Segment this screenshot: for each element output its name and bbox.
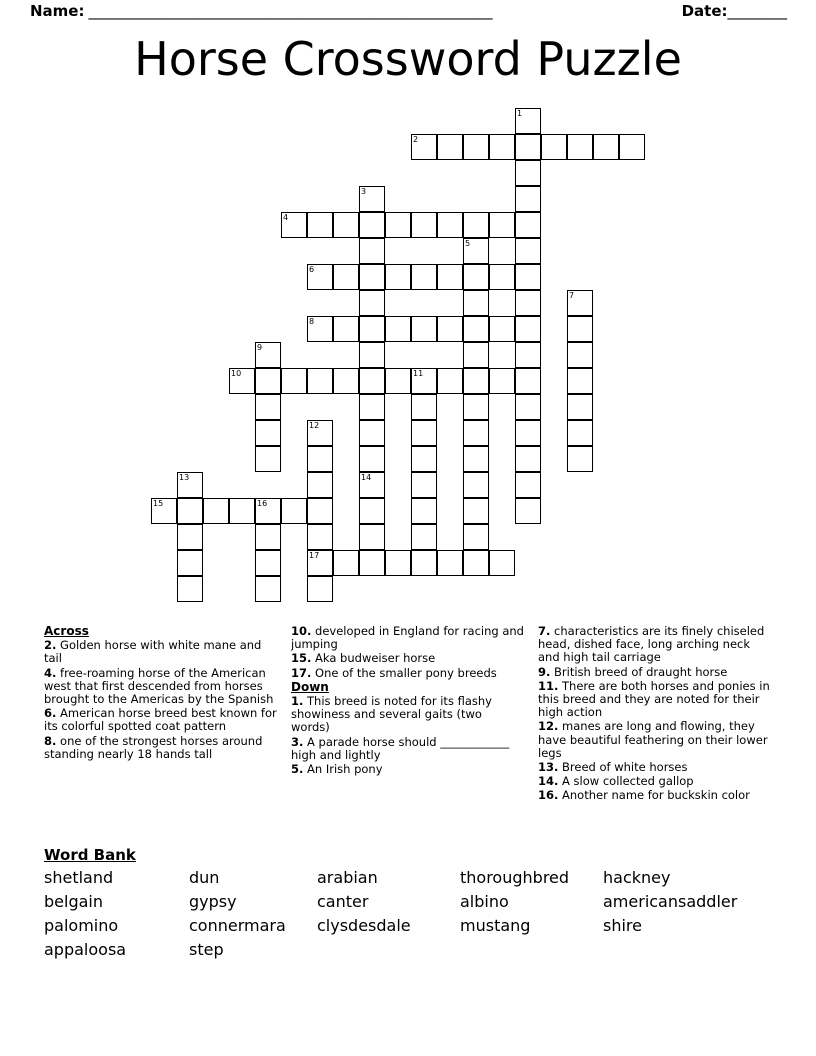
clue-down-1 <box>291 695 524 735</box>
grid-cell[interactable] <box>489 550 515 576</box>
word-bank-item[interactable]: hackney <box>603 868 671 887</box>
grid-cell-number: 4 <box>283 213 289 222</box>
word-bank-item[interactable]: americansaddler <box>603 892 738 911</box>
grid-cell[interactable] <box>515 264 541 290</box>
grid-cell[interactable] <box>515 290 541 316</box>
clue-down-11 <box>538 680 771 720</box>
word-bank-item[interactable]: mustang <box>460 916 531 935</box>
word-bank-item[interactable]: shire <box>603 916 642 935</box>
clue-down-3 <box>291 736 524 762</box>
grid-cell[interactable] <box>411 550 437 576</box>
grid-cell[interactable] <box>515 498 541 524</box>
grid-cell-numbered-14[interactable] <box>359 472 385 498</box>
grid-cell[interactable] <box>515 368 541 394</box>
clue-across-15 <box>291 652 524 665</box>
clue-text: An Irish pony <box>307 762 383 777</box>
grid-cell-numbered-1[interactable] <box>515 108 541 134</box>
grid-cell[interactable] <box>255 576 281 602</box>
clue-number: 15. <box>291 651 312 666</box>
clue-down-5 <box>291 763 524 776</box>
clue-number: 2. <box>44 638 57 653</box>
grid-cell[interactable] <box>359 394 385 420</box>
grid-cell-numbered-5[interactable] <box>463 238 489 264</box>
grid-cell-number: 17 <box>309 551 320 560</box>
grid-cell[interactable] <box>229 498 255 524</box>
grid-cell[interactable] <box>515 134 541 160</box>
clue-number: 8. <box>44 733 57 748</box>
grid-cell[interactable] <box>333 264 359 290</box>
grid-cell[interactable] <box>411 498 437 524</box>
clue-number: 10. <box>291 624 312 638</box>
grid-cell-numbered-12[interactable] <box>307 420 333 446</box>
grid-cell-number: 14 <box>361 473 372 482</box>
grid-cell[interactable] <box>177 576 203 602</box>
grid-cell[interactable] <box>489 316 515 342</box>
word-bank-item[interactable]: albino <box>460 892 509 911</box>
grid-cell-number: 2 <box>413 135 419 144</box>
clue-number: 12. <box>538 719 559 734</box>
grid-cell[interactable] <box>463 394 489 420</box>
grid-cell[interactable] <box>463 316 489 342</box>
grid-cell[interactable] <box>359 550 385 576</box>
grid-cell-numbered-15[interactable] <box>151 498 177 524</box>
grid-cell[interactable] <box>567 134 593 160</box>
clue-text: There are both horses and ponies in this breed and they are noted for their high action <box>538 678 770 720</box>
grid-cell[interactable] <box>307 576 333 602</box>
grid-cell[interactable] <box>385 264 411 290</box>
word-bank-item[interactable]: step <box>189 940 224 959</box>
grid-cell[interactable] <box>255 524 281 550</box>
clue-down-13 <box>538 761 771 774</box>
grid-cell[interactable] <box>489 368 515 394</box>
grid-cell-number: 9 <box>257 343 263 352</box>
clue-number: 7. <box>538 624 551 638</box>
grid-cell-number: 6 <box>309 265 315 274</box>
grid-cell-number: 7 <box>569 291 575 300</box>
grid-cell[interactable] <box>463 134 489 160</box>
grid-cell[interactable] <box>359 524 385 550</box>
clue-text: A slow collected gallop <box>562 774 694 789</box>
grid-cell[interactable] <box>463 212 489 238</box>
grid-cell[interactable] <box>411 316 437 342</box>
grid-cell-number: 11 <box>413 369 424 378</box>
grid-cell[interactable] <box>489 134 515 160</box>
word-bank-item[interactable]: gypsy <box>189 892 237 911</box>
clue-number: 4. <box>44 665 57 680</box>
clue-number: 1. <box>291 694 304 709</box>
grid-cell[interactable] <box>463 446 489 472</box>
grid-cell-number: 16 <box>257 499 268 508</box>
clue-text: One of the smaller pony breeds <box>315 665 497 680</box>
name-label: Name: <box>30 2 85 20</box>
grid-cell[interactable] <box>515 160 541 186</box>
grid-cell[interactable] <box>333 550 359 576</box>
grid-cell[interactable] <box>359 212 385 238</box>
grid-cell[interactable] <box>515 394 541 420</box>
word-bank-item[interactable]: appaloosa <box>44 940 127 959</box>
grid-cell[interactable] <box>281 368 307 394</box>
word-bank-spacer <box>317 938 460 961</box>
across-heading: Across <box>44 624 89 638</box>
name-date-row <box>0 2 816 20</box>
clue-across-2 <box>44 639 277 665</box>
grid-cell[interactable] <box>359 342 385 368</box>
grid-cell-number: 13 <box>179 473 190 482</box>
grid-cell[interactable] <box>515 446 541 472</box>
grid-cell[interactable] <box>307 472 333 498</box>
clue-across-4 <box>44 667 277 707</box>
grid-cell-numbered-3[interactable] <box>359 186 385 212</box>
grid-cell[interactable] <box>333 368 359 394</box>
clue-text: characteristics are its finely chiseled head, dished face, long arching neck and high tail carriage <box>538 624 765 665</box>
clue-across-10 <box>291 625 524 651</box>
grid-cell[interactable] <box>307 446 333 472</box>
grid-cell[interactable] <box>463 264 489 290</box>
grid-cell[interactable] <box>463 368 489 394</box>
grid-cell[interactable] <box>359 290 385 316</box>
grid-cell[interactable] <box>489 264 515 290</box>
grid-cell[interactable] <box>359 446 385 472</box>
clue-text: Aka budweiser horse <box>315 651 436 666</box>
word-bank-item[interactable]: canter <box>317 892 369 911</box>
grid-cell-numbered-7[interactable] <box>567 290 593 316</box>
word-bank-item[interactable]: dun <box>189 868 220 887</box>
grid-cell[interactable] <box>515 316 541 342</box>
grid-cell-numbered-13[interactable] <box>177 472 203 498</box>
grid-cell-numbered-6[interactable] <box>307 264 333 290</box>
grid-cell[interactable] <box>437 134 463 160</box>
grid-cell[interactable] <box>255 394 281 420</box>
grid-cell[interactable] <box>385 368 411 394</box>
grid-cell[interactable] <box>437 316 463 342</box>
grid-cell-number: 1 <box>517 109 523 118</box>
grid-cell[interactable] <box>307 524 333 550</box>
grid-cell[interactable] <box>411 212 437 238</box>
clue-number: 9. <box>538 664 551 679</box>
clue-text: British breed of draught horse <box>554 664 728 679</box>
word-bank-item[interactable]: thoroughbred <box>460 868 570 887</box>
clue-number: 11. <box>538 678 559 693</box>
grid-cell[interactable] <box>515 342 541 368</box>
grid-cell-numbered-17[interactable] <box>307 550 333 576</box>
clue-number: 13. <box>538 760 559 775</box>
name-blank-line[interactable]: ______________________________________________________________ <box>88 2 492 20</box>
grid-cell-number: 12 <box>309 421 320 430</box>
grid-cell[interactable] <box>567 368 593 394</box>
grid-cell[interactable] <box>203 498 229 524</box>
grid-cell[interactable] <box>567 420 593 446</box>
clue-down-16 <box>538 789 771 802</box>
clue-down-12 <box>538 720 771 760</box>
word-bank-title: Word Bank <box>44 846 136 864</box>
grid-cell[interactable] <box>177 524 203 550</box>
clue-text: Another name for buckskin color <box>562 788 750 803</box>
grid-cell[interactable] <box>437 264 463 290</box>
page-title: Horse Crossword Puzzle <box>134 32 682 86</box>
date-label: Date: <box>681 2 728 20</box>
clue-number: 5. <box>291 762 304 777</box>
crossword-grid[interactable] <box>0 108 816 628</box>
grid-cell[interactable] <box>177 498 203 524</box>
grid-cell-numbered-10[interactable] <box>229 368 255 394</box>
grid-cell[interactable] <box>463 524 489 550</box>
grid-cell[interactable] <box>515 186 541 212</box>
clue-text: Golden horse with white mane and tail <box>44 638 262 666</box>
grid-cell[interactable] <box>359 264 385 290</box>
date-blank-line[interactable]: _________ <box>727 2 786 20</box>
grid-cell[interactable] <box>437 368 463 394</box>
clue-text: manes are long and flowing, they have beautiful feathering on their lower legs <box>538 719 768 760</box>
grid-cell[interactable] <box>593 134 619 160</box>
grid-cell-numbered-2[interactable] <box>411 134 437 160</box>
word-bank-spacer <box>603 938 773 961</box>
grid-cell[interactable] <box>411 420 437 446</box>
grid-cell[interactable] <box>463 342 489 368</box>
grid-cell[interactable] <box>307 368 333 394</box>
grid-cell[interactable] <box>411 524 437 550</box>
clue-text: A parade horse should ____________ high and lightly <box>291 734 510 762</box>
grid-cell[interactable] <box>541 134 567 160</box>
clue-number: 16. <box>538 788 559 803</box>
clue-text: one of the strongest horses around standing nearly 18 hands tall <box>44 733 263 761</box>
clue-across-6 <box>44 707 277 733</box>
clues-column-1 <box>44 625 277 804</box>
clue-down-7 <box>538 625 771 665</box>
grid-cell-numbered-8[interactable] <box>307 316 333 342</box>
grid-cell[interactable] <box>411 394 437 420</box>
grid-cell[interactable] <box>255 550 281 576</box>
clue-across-8 <box>44 735 277 761</box>
clue-text: free-roaming horse of the American west that first descended from horses brought to the Americas by the Spanish <box>44 665 274 707</box>
grid-cell[interactable] <box>255 446 281 472</box>
grid-cell[interactable] <box>411 472 437 498</box>
clue-text: This breed is noted for its flashy showiness and several gaits (two words) <box>291 694 492 735</box>
grid-cell-numbered-9[interactable] <box>255 342 281 368</box>
word-bank-item[interactable]: belgain <box>44 892 103 911</box>
clue-text: Breed of white horses <box>562 760 688 775</box>
grid-cell[interactable] <box>359 316 385 342</box>
clue-number: 6. <box>44 706 57 721</box>
grid-cell[interactable] <box>437 212 463 238</box>
down-heading: Down <box>291 679 329 694</box>
grid-cell[interactable] <box>307 212 333 238</box>
word-bank-list <box>44 866 774 961</box>
grid-cell[interactable] <box>463 472 489 498</box>
grid-cell-number: 8 <box>309 317 315 326</box>
grid-cell[interactable] <box>255 368 281 394</box>
grid-cell[interactable] <box>385 212 411 238</box>
grid-cell[interactable] <box>515 472 541 498</box>
word-bank-item[interactable]: arabian <box>317 868 378 887</box>
clues-column-3 <box>538 625 771 804</box>
clue-down-14 <box>538 775 771 788</box>
grid-cell[interactable] <box>515 238 541 264</box>
clue-number: 3. <box>291 734 304 749</box>
grid-cell-numbered-11[interactable] <box>411 368 437 394</box>
clue-down-9 <box>538 666 771 679</box>
grid-cell[interactable] <box>411 264 437 290</box>
clue-text: developed in England for racing and jumping <box>291 624 524 652</box>
grid-cell[interactable] <box>463 290 489 316</box>
grid-cell[interactable] <box>515 212 541 238</box>
grid-cell-number: 10 <box>231 369 242 378</box>
grid-cell[interactable] <box>411 446 437 472</box>
grid-cell[interactable] <box>515 420 541 446</box>
grid-cell[interactable] <box>359 420 385 446</box>
word-bank-spacer <box>460 938 603 961</box>
grid-cell-numbered-16[interactable] <box>255 498 281 524</box>
grid-cell[interactable] <box>177 550 203 576</box>
grid-cell[interactable] <box>463 420 489 446</box>
grid-cell[interactable] <box>463 498 489 524</box>
grid-cell[interactable] <box>567 394 593 420</box>
clue-text: American horse breed best known for its colorful spotted coat pattern <box>44 706 277 734</box>
grid-cell[interactable] <box>567 316 593 342</box>
grid-cell[interactable] <box>359 498 385 524</box>
grid-cell[interactable] <box>307 498 333 524</box>
clues-section <box>44 625 774 804</box>
grid-cell[interactable] <box>333 212 359 238</box>
grid-cell[interactable] <box>567 446 593 472</box>
grid-cell[interactable] <box>385 550 411 576</box>
grid-cell-number: 15 <box>153 499 164 508</box>
clues-column-2 <box>291 625 524 804</box>
grid-cell[interactable] <box>281 498 307 524</box>
grid-cell[interactable] <box>463 550 489 576</box>
clue-number: 14. <box>538 774 559 789</box>
grid-cell[interactable] <box>333 316 359 342</box>
clue-number: 17. <box>291 665 312 680</box>
grid-cell-number: 5 <box>465 239 471 248</box>
grid-cell[interactable] <box>255 420 281 446</box>
word-bank-item[interactable]: shetland <box>44 868 114 887</box>
grid-cell[interactable] <box>359 368 385 394</box>
grid-cell[interactable] <box>359 238 385 264</box>
grid-cell[interactable] <box>567 342 593 368</box>
clue-across-17 <box>291 667 524 680</box>
grid-cell-numbered-4[interactable] <box>281 212 307 238</box>
grid-cell[interactable] <box>489 212 515 238</box>
grid-cell[interactable] <box>385 316 411 342</box>
word-bank-item[interactable]: clysdesdale <box>317 916 411 935</box>
word-bank-item[interactable]: palomino <box>44 916 119 935</box>
word-bank-item[interactable]: connermara <box>189 916 286 935</box>
grid-cell[interactable] <box>619 134 645 160</box>
grid-cell-number: 3 <box>361 187 367 196</box>
grid-cell[interactable] <box>437 550 463 576</box>
